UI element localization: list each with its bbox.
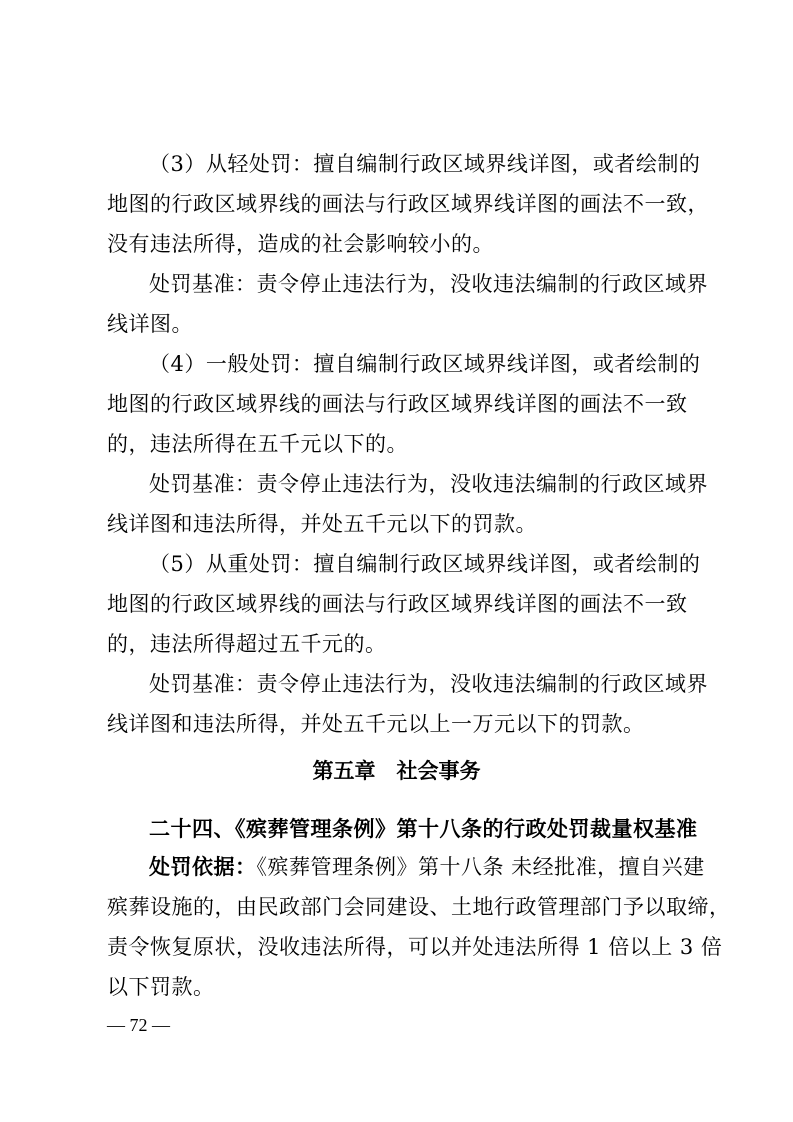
section-3-standard-line-1: 处罚基准：责令停止违法行为，没收违法编制的行政区域界 [149, 272, 708, 296]
item-24-basis-line-4: 以下罚款。 [107, 975, 215, 999]
chapter-title: 第五章 社会事务 [312, 759, 481, 783]
item-24-basis-line-3: 责令恢复原状，没收违法所得，可以并处违法所得 1 倍以上 3 倍 [107, 935, 723, 959]
section-5-line-1: （5）从重处罚：擅自编制行政区域界线详图，或者绘制的 [149, 552, 701, 576]
item-24-heading: 二十四、《殡葬管理条例》第十八条的行政处罚裁量权基准 [149, 817, 698, 841]
page-number: — 72 — [107, 1015, 170, 1035]
section-4-line-3: 的，违法所得在五千元以下的。 [107, 432, 408, 456]
section-3-standard-line-2: 线详图。 [107, 312, 193, 336]
section-3-line-3: 没有违法所得，造成的社会影响较小的。 [107, 232, 494, 256]
section-5-line-3: 的，违法所得超过五千元的。 [107, 632, 387, 656]
item-24-basis-line-1 [149, 853, 705, 881]
item-24-basis-label: 处罚依据： [149, 855, 257, 879]
section-5-line-2: 地图的行政区域界线的画法与行政区域界线详图的画法不一致 [107, 592, 688, 616]
item-24-basis-text-1: 《殡葬管理条例》第十八条 未经批准，擅自兴建 [256, 855, 705, 879]
section-5-standard-line-1: 处罚基准：责令停止违法行为，没收违法编制的行政区域界 [149, 672, 708, 696]
section-3-line-1: （3）从轻处罚：擅自编制行政区域界线详图，或者绘制的 [149, 152, 701, 176]
section-4-standard-line-1: 处罚基准：责令停止违法行为，没收违法编制的行政区域界 [149, 472, 708, 496]
section-4-standard-line-2: 线详图和违法所得，并处五千元以下的罚款。 [107, 512, 537, 536]
section-5-standard-line-2: 线详图和违法所得，并处五千元以上一万元以下的罚款。 [107, 712, 645, 736]
section-4-line-2: 地图的行政区域界线的画法与行政区域界线详图的画法不一致 [107, 392, 688, 416]
section-3-line-2: 地图的行政区域界线的画法与行政区域界线详图的画法不一致， [107, 192, 709, 216]
section-4-line-1: （4）一般处罚：擅自编制行政区域界线详图，或者绘制的 [149, 352, 701, 376]
item-24-basis-line-2: 殡葬设施的，由民政部门会同建设、土地行政管理部门予以取缔， [107, 895, 731, 919]
